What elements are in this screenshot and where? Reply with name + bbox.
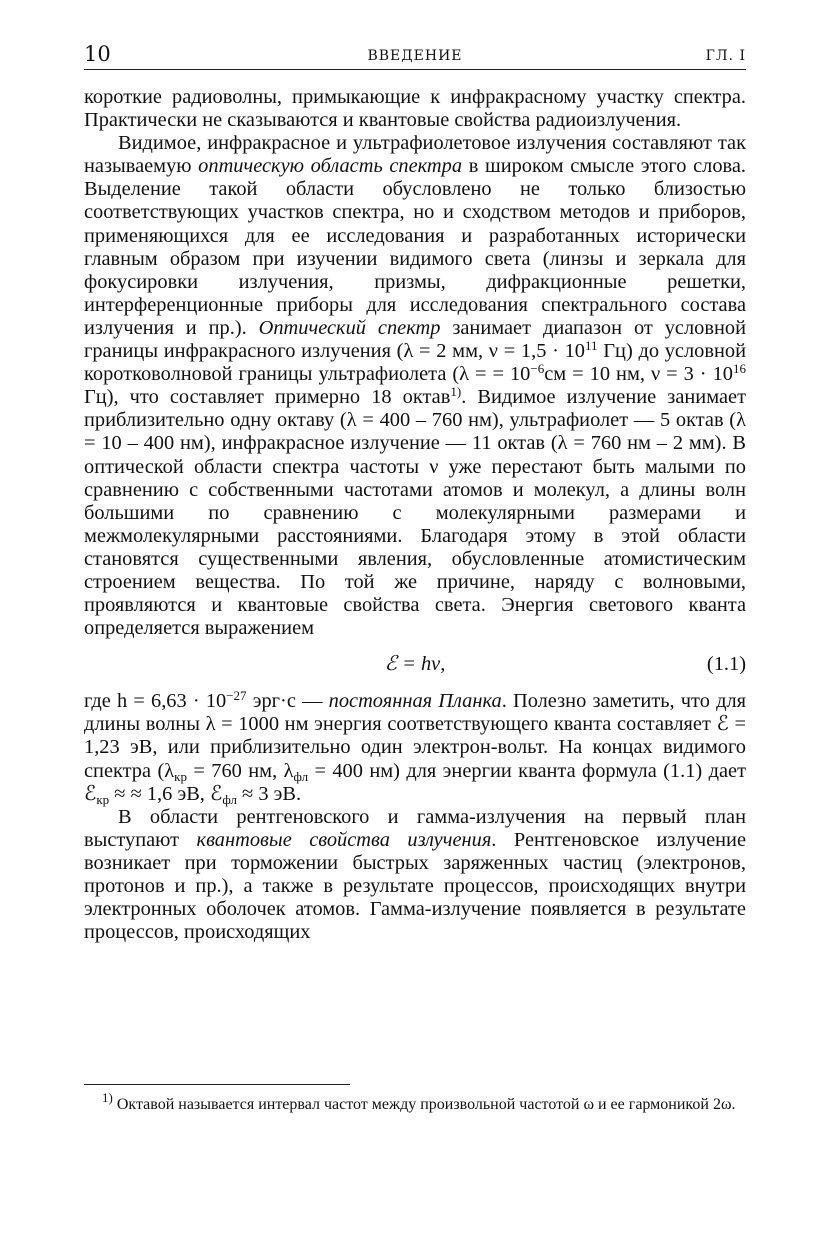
paragraph-3: где $h = 6,63 \cdot 10^{-27}$ эрг·с — постоянная Планка. Полезно заметить, что для длины волны λ = 1000 нм энергия соответствующего кванта составляет ℰ = 1,23 эВ, или приблизительно один электрон-вольт. На концах видимого спектра ($\lambda_{кр} = 760$ нм, $\lambda_{фл} = 400$ нм) для энергии кванта формула (1.1) дает ℰ$_{кр}$ ≈ ≈ 1,6 эВ, ℰ$_{фл}$ ≈ 3 эВ.	[84, 688, 746, 807]
paragraph-4: В области рентгеновского и гамма-излучения на первый план выступают квантовые свойства излучения. Рентгеновское излучение возникает при торможении быстрых заряженных частиц (электронов, протонов и пр.), а также в результате процессов, происходящих внутри электронных оболочек атомов. Гамма-излучение появляется в результате процессов, происходящих	[84, 805, 746, 944]
footnote	[84, 1090, 746, 1116]
term-quantum-properties: квантовые свойства излучения	[196, 828, 492, 851]
running-header	[84, 40, 746, 70]
running-title: ВВЕДЕНИЕ	[367, 48, 463, 64]
footnote-mark: 1)	[102, 1090, 113, 1105]
equation-expression: ℰ = hν,	[384, 653, 446, 676]
term-planck-constant: постоянная Планка	[328, 690, 502, 713]
math-inline: λ = 2 мм, ν = 1,5 · 10	[403, 340, 586, 363]
math-inline: ν = 3 · 10	[650, 363, 733, 386]
footnote-rule	[84, 1084, 350, 1085]
math-inline: h = 6,63 · 10	[116, 690, 227, 713]
chapter-label: ГЛ. I	[705, 48, 746, 64]
header-rule	[84, 69, 746, 70]
page-number: 10	[84, 42, 111, 66]
equation-1-1	[84, 642, 746, 688]
math-inline: λ = = 10	[459, 363, 531, 386]
term-optical-region: оптическую область спектра	[198, 155, 463, 178]
paragraph-1: короткие радиоволны, примыкающие к инфракрасному участку спектра. Практически не сказываются и квантовые свойства радиоизлучения.	[84, 86, 746, 132]
equation-number: (1.1)	[706, 653, 746, 676]
paragraph-2: Видимое, инфракрасное и ультрафиолетовое излучения составляют так называемую оптическую область спектра в широком смысле этого слова. Выделение такой области обусловлено не только близостью соответствующих участков спектра, но и сходством методов и приборов, применяющихся для ее исследования и разработанных исторически главным образом при изучении видимого света (линзы и зеркала для фокусировки излучения, призмы, дифракционные решетки, интерференционные приборы для исследования спектрального состава излучения и пр.). Оптический спектр занимает диапазон от условной границы инфракрасного излучения (λ = 2 мм, $\nu = 1,5 \cdot 10^{11}$ Гц) до условной коротковолновой границы ультрафиолета (λ = = $10^{-6}см = 10$ нм, $\nu = 3 \cdot 10^{16}$ Гц), что составляет примерно 18 октав$^{1)}$. Видимое излучение занимает приблизительно одну октаву (λ = 400 – 760 нм), ультрафиолет — 5 октав (λ = 10 – 400 нм), инфракрасное излучение — 11 октав (λ = 760 нм – 2 мм). В оптической области спектра частоты ν уже перестают быть малыми по сравнению с собственными частотами атомов и молекул, а длины волн большими по сравнению с молекулярными размерами и межмолекулярными расстояниями. Благодаря этому в этой области становятся существенными явления, обусловленные атомистическим строением вещества. По той же причине, наряду с волновыми, проявляются и квантовые свойства света. Энергия светового кванта определяется выражением	[84, 132, 747, 640]
term-optical-spectrum: Оптический спектр	[258, 316, 441, 339]
footnote-text: Октавой называется интервал частот между произвольной частотой ω и ее гармоникой 2ω.	[112, 1096, 736, 1113]
main-text	[84, 86, 746, 944]
footnote-reference[interactable]: 1)	[450, 384, 462, 400]
